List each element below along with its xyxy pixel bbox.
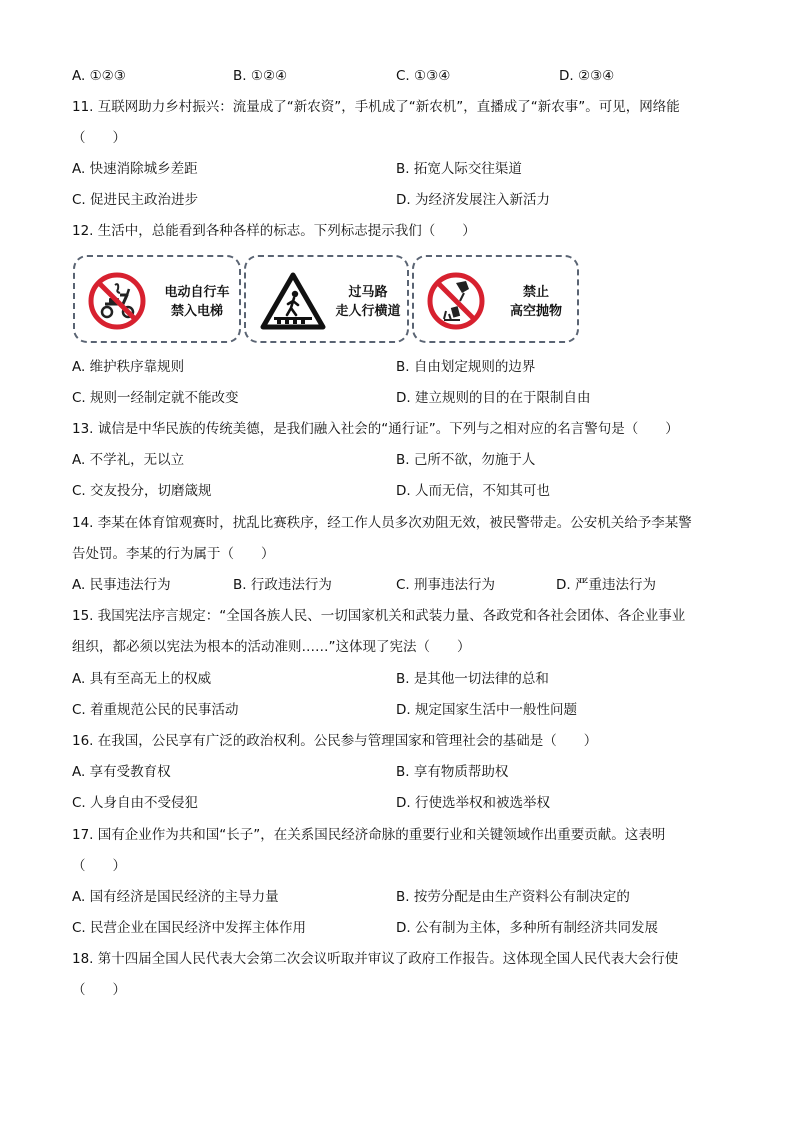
no-throwing-icon bbox=[426, 271, 486, 331]
q13-option-b[interactable]: B. 己所不欲，勿施于人 bbox=[396, 452, 536, 468]
q16-option-b[interactable]: B. 享有物质帮助权 bbox=[396, 764, 509, 780]
q15-option-a[interactable]: A. 具有至高无上的权威 bbox=[72, 671, 212, 687]
q13-stem: 13. 诚信是中华民族的传统美德，是我们融入社会的“通行证”。下列与之相对应的名言警句是（ ） bbox=[72, 421, 679, 437]
crosswalk-icon bbox=[260, 271, 326, 331]
q15-option-d[interactable]: D. 规定国家生活中一般性问题 bbox=[396, 702, 577, 718]
sign-no-ebike bbox=[73, 255, 241, 343]
q11-option-d[interactable]: D. 为经济发展注入新活力 bbox=[396, 192, 550, 208]
q10-option-a[interactable]: A. ①②③ bbox=[72, 68, 126, 84]
q12-option-c[interactable]: C. 规则一经制定就不能改变 bbox=[72, 390, 239, 406]
no-ebike-icon bbox=[87, 271, 147, 331]
sign-caption-line1: 电动自行车 bbox=[164, 285, 230, 300]
q16-stem: 16. 在我国，公民享有广泛的政治权利。公民参与管理国家和管理社会的基础是（ ） bbox=[72, 733, 598, 749]
q13-option-c[interactable]: C. 交友投分，切磨箴规 bbox=[72, 483, 212, 499]
q15-option-b[interactable]: B. 是其他一切法律的总和 bbox=[396, 671, 549, 687]
q11-stem-line2: （ ） bbox=[72, 130, 126, 146]
q11-option-c[interactable]: C. 促进民主政治进步 bbox=[72, 192, 199, 208]
q16-option-c[interactable]: C. 人身自由不受侵犯 bbox=[72, 795, 199, 811]
q10-option-c[interactable]: C. ①③④ bbox=[396, 68, 451, 84]
q15-stem-line1: 15. 我国宪法序言规定：“全国各族人民、一切国家机关和武装力量、各政党和各社会团体、各企业事业 bbox=[72, 608, 686, 624]
q15-option-c[interactable]: C. 着重规范公民的民事活动 bbox=[72, 702, 239, 718]
q10-option-d[interactable]: D. ②③④ bbox=[559, 68, 615, 84]
sign-caption-line1: 禁止 bbox=[522, 285, 549, 300]
q13-option-d[interactable]: D. 人而无信，不知其可也 bbox=[396, 483, 550, 499]
q17-option-b[interactable]: B. 按劳分配是由生产资料公有制决定的 bbox=[396, 889, 630, 905]
q11-stem-line1: 11. 互联网助力乡村振兴：流量成了“新农资”，手机成了“新农机”，直播成了“新农事”。可见，网络能 bbox=[72, 99, 680, 115]
q12-option-b[interactable]: B. 自由划定规则的边界 bbox=[396, 359, 536, 375]
q11-option-b[interactable]: B. 拓宽人际交往渠道 bbox=[396, 161, 522, 177]
q14-stem-line1: 14. 李某在体育馆观赛时，扰乱比赛秩序，经工作人员多次劝阻无效，被民警带走。公安机关给予李某警 bbox=[72, 515, 692, 531]
q14-option-c[interactable]: C. 刑事违法行为 bbox=[396, 577, 496, 593]
q17-option-d[interactable]: D. 公有制为主体，多种所有制经济共同发展 bbox=[396, 920, 658, 936]
q11-option-a[interactable]: A. 快速消除城乡差距 bbox=[72, 161, 198, 177]
q14-option-b[interactable]: B. 行政违法行为 bbox=[233, 577, 332, 593]
q12-option-d[interactable]: D. 建立规则的目的在于限制自由 bbox=[396, 390, 591, 406]
q16-option-d[interactable]: D. 行使选举权和被选举权 bbox=[396, 795, 550, 811]
q14-option-d[interactable]: D. 严重违法行为 bbox=[556, 577, 656, 593]
q10-option-b[interactable]: B. ①②④ bbox=[233, 68, 288, 84]
sign-no-throwing bbox=[412, 255, 579, 343]
q17-option-c[interactable]: C. 民营企业在国民经济中发挥主体作用 bbox=[72, 920, 307, 936]
q13-option-a[interactable]: A. 不学礼，无以立 bbox=[72, 452, 185, 468]
sign-caption-line2: 禁入电梯 bbox=[170, 304, 223, 319]
q18-stem-line1: 18. 第十四届全国人民代表大会第二次会议听取并审议了政府工作报告。这体现全国人民代表大会行使 bbox=[72, 951, 679, 967]
q14-stem-line2: 告处罚。李某的行为属于（ ） bbox=[72, 546, 275, 562]
q17-stem-line1: 17. 国有企业作为共和国“长子”，在关系国民经济命脉的重要行业和关键领域作出重要贡献。这表明 bbox=[72, 827, 666, 843]
sign-caption-line2: 走人行横道 bbox=[335, 304, 401, 319]
q14-option-a[interactable]: A. 民事违法行为 bbox=[72, 577, 171, 593]
q18-stem-line2: （ ） bbox=[72, 982, 126, 998]
q17-option-a[interactable]: A. 国有经济是国民经济的主导力量 bbox=[72, 889, 279, 905]
q12-option-a[interactable]: A. 维护秩序靠规则 bbox=[72, 359, 185, 375]
q17-stem-line2: （ ） bbox=[72, 858, 126, 874]
q12-stem: 12. 生活中，总能看到各种各样的标志。下列标志提示我们（ ） bbox=[72, 223, 476, 239]
q16-option-a[interactable]: A. 享有受教育权 bbox=[72, 764, 171, 780]
sign-crosswalk bbox=[244, 255, 409, 343]
sign-caption-line1: 过马路 bbox=[348, 285, 388, 300]
q15-stem-line2: 组织，都必须以宪法为根本的活动准则……”这体现了宪法（ ） bbox=[72, 639, 471, 655]
sign-caption-line2: 高空抛物 bbox=[509, 304, 562, 319]
